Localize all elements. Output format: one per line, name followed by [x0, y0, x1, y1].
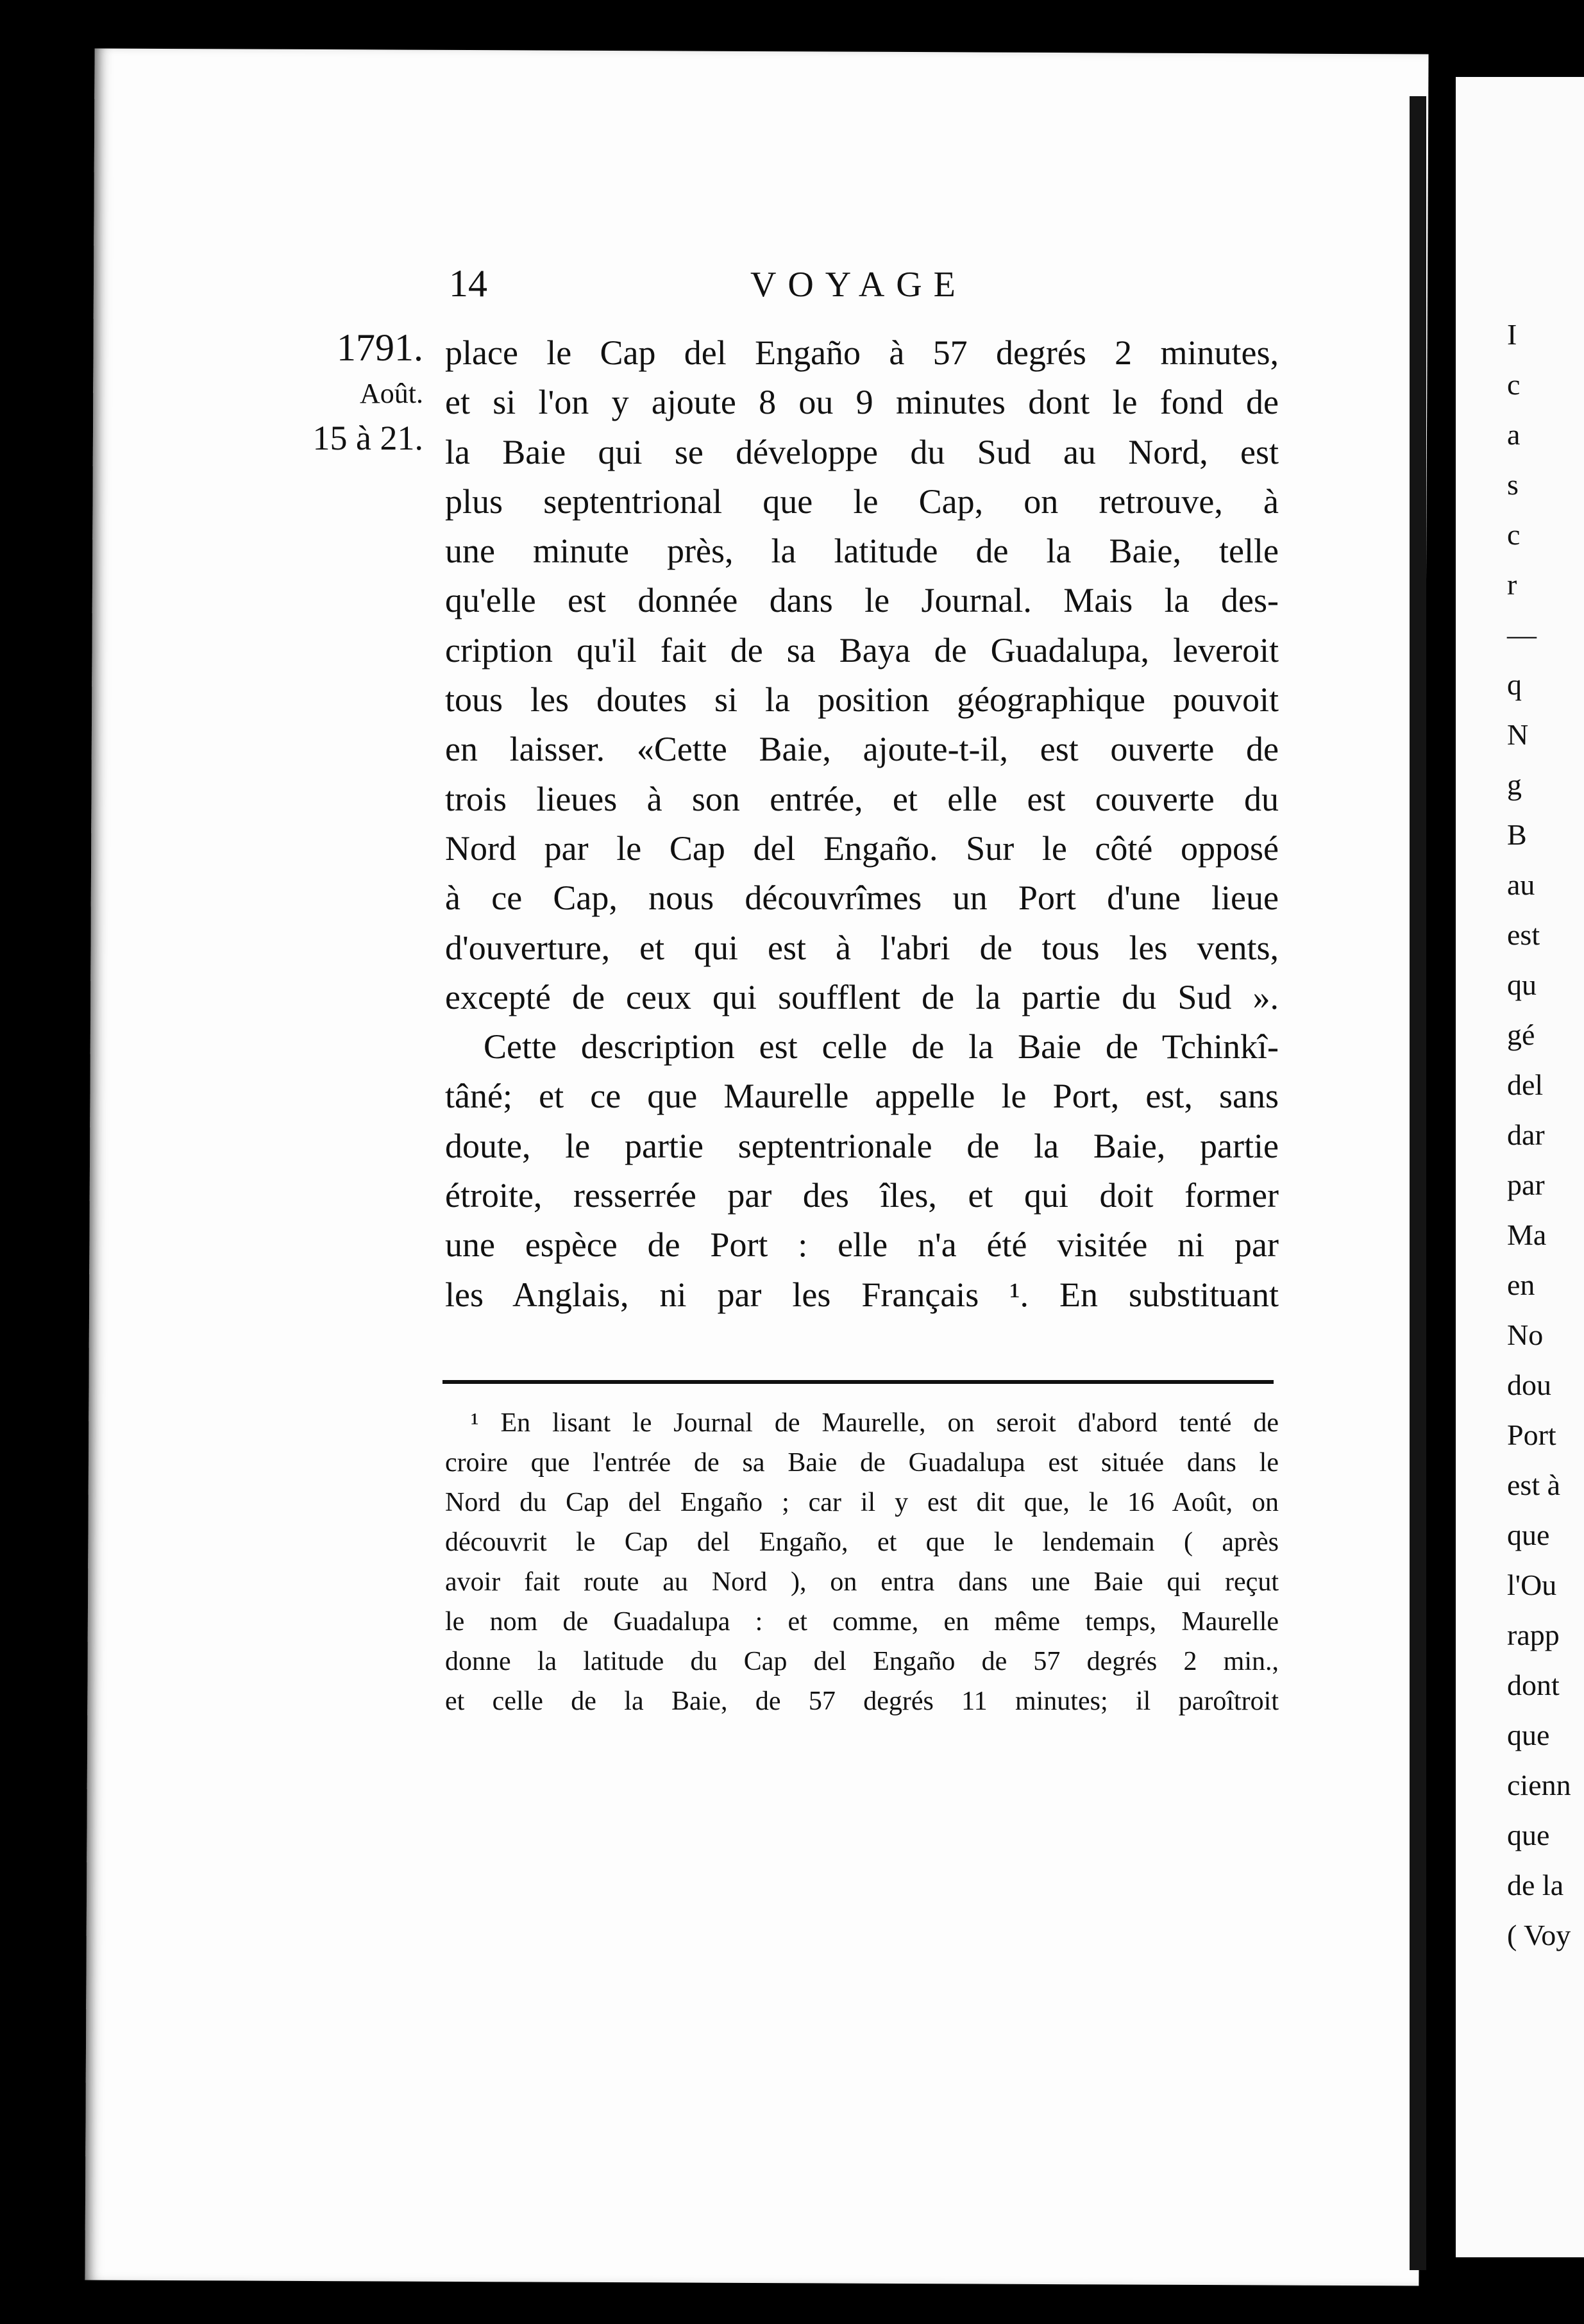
facing-page-line: est	[1507, 918, 1540, 951]
footnote-line: avoir fait route au Nord ), on entra dans une Baie qui reçut	[445, 1567, 1279, 1597]
body-line: plus septentrional que le Cap, on retrouve, à	[445, 482, 1279, 521]
facing-page-line: q	[1507, 668, 1522, 701]
facing-page-line: de la	[1507, 1869, 1564, 1901]
body-line: d'ouverture, et qui est à l'abri de tous les vents,	[445, 928, 1279, 967]
body-text	[445, 328, 1279, 1320]
footnote-line: découvrit le Cap del Engaño, et que le lendemain ( après	[445, 1528, 1279, 1557]
footnote-line: Nord du Cap del Engaño ; car il y est dit que, le 16 Août, on	[445, 1488, 1279, 1517]
facing-page-line: ( Voy	[1507, 1919, 1571, 1951]
body-line: étroite, resserrée par des îles, et qui doit former	[445, 1176, 1279, 1215]
facing-page-line: No	[1507, 1318, 1544, 1351]
footnote-line: croire que l'entrée de sa Baie de Guadalupa est située dans le	[445, 1448, 1279, 1478]
body-line: place le Cap del Engaño à 57 degrés 2 minutes,	[445, 333, 1279, 372]
body-line: tous les doutes si la position géographique pouvoit	[445, 680, 1279, 720]
body-line: trois lieues à son entrée, et elle est couverte du	[445, 779, 1279, 818]
facing-page-line: l'Ou	[1507, 1569, 1557, 1601]
body-line: et si l'on y ajoute 8 ou 9 minutes dont le fond de	[445, 383, 1279, 422]
facing-page-line: que	[1507, 1719, 1550, 1751]
body-line: une espèce de Port : elle n'a été visitée ni par	[445, 1225, 1279, 1265]
facing-page-line: del	[1507, 1068, 1544, 1101]
footnote-line: ¹ En lisant le Journal de Maurelle, on seroit d'abord tenté de	[471, 1408, 1279, 1438]
facing-page-line: B	[1507, 818, 1527, 851]
facing-page-line: que	[1507, 1819, 1550, 1851]
body-line: doute, le partie septentrionale de la Baie, partie	[445, 1126, 1279, 1165]
facing-page-line: en	[1507, 1268, 1535, 1301]
page-number: 14	[449, 262, 487, 305]
page-gutter-shadow	[1410, 96, 1426, 2270]
body-line: cription qu'il fait de sa Baya de Guadalupa, leveroit	[445, 630, 1279, 669]
facing-page-line: c	[1507, 368, 1521, 401]
facing-page-line: —	[1507, 618, 1537, 651]
facing-page-line: I	[1507, 318, 1517, 351]
facing-page-line: Port	[1507, 1419, 1556, 1451]
body-line: Cette description est celle de la Baie de Tchinkî-	[484, 1027, 1279, 1066]
facing-page-line: N	[1507, 718, 1529, 751]
facing-page-line: dont	[1507, 1669, 1560, 1701]
facing-page-line: rapp	[1507, 1619, 1560, 1651]
body-line: une minute près, la latitude de la Baie, telle	[445, 532, 1279, 571]
body-line: qu'elle est donnée dans le Journal. Mais la des-	[445, 581, 1279, 620]
facing-page-line: dou	[1507, 1368, 1551, 1401]
margin-note-days: 15 à 21.	[312, 419, 423, 457]
body-line: en laisser. «Cette Baie, ajoute-t-il, est ouverte de	[445, 730, 1279, 769]
facing-page-line: au	[1507, 868, 1535, 901]
facing-page-text	[1507, 317, 1571, 1968]
facing-page-line: g	[1507, 768, 1522, 801]
body-line: les Anglais, ni par les Français ¹. En substituant	[445, 1275, 1279, 1314]
body-line: à ce Cap, nous découvrîmes un Port d'une lieue	[445, 879, 1279, 918]
footnote-line: donne la latitude du Cap del Engaño de 57 degrés 2 min.,	[445, 1647, 1279, 1676]
facing-page-line: r	[1507, 568, 1517, 601]
footnote-rule	[442, 1380, 1274, 1384]
footnote-line: le nom de Guadalupa : et comme, en même temps, Maurelle	[445, 1607, 1279, 1637]
facing-page-line: que	[1507, 1519, 1550, 1551]
facing-page-line: Ma	[1507, 1218, 1547, 1251]
body-line: la Baie qui se développe du Sud au Nord, est	[445, 432, 1279, 471]
facing-page-line: s	[1507, 468, 1519, 501]
body-line: tâné; et ce que Maurelle appelle le Port, est, sans	[445, 1077, 1279, 1116]
body-line: excepté de ceux qui soufflent de la partie du Sud ».	[445, 977, 1279, 1016]
facing-page-line: a	[1507, 418, 1521, 451]
facing-page-line: c	[1507, 518, 1521, 551]
footnote	[445, 1403, 1279, 1721]
facing-page-line: par	[1507, 1168, 1545, 1201]
margin-note-month: Août.	[360, 378, 423, 409]
margin-note-year: 1791.	[337, 326, 423, 369]
footnote-line: et celle de la Baie, de 57 degrés 11 minutes; il paroîtroit	[445, 1687, 1279, 1716]
running-title: VOYAGE	[750, 265, 967, 305]
facing-page-line: est à	[1507, 1469, 1561, 1501]
facing-page-line: gé	[1507, 1018, 1535, 1051]
facing-page-line: qu	[1507, 968, 1537, 1001]
facing-page-line: cienn	[1507, 1769, 1571, 1801]
body-line: Nord par le Cap del Engaño. Sur le côté opposé	[445, 829, 1279, 868]
facing-page-line: dar	[1507, 1118, 1545, 1151]
